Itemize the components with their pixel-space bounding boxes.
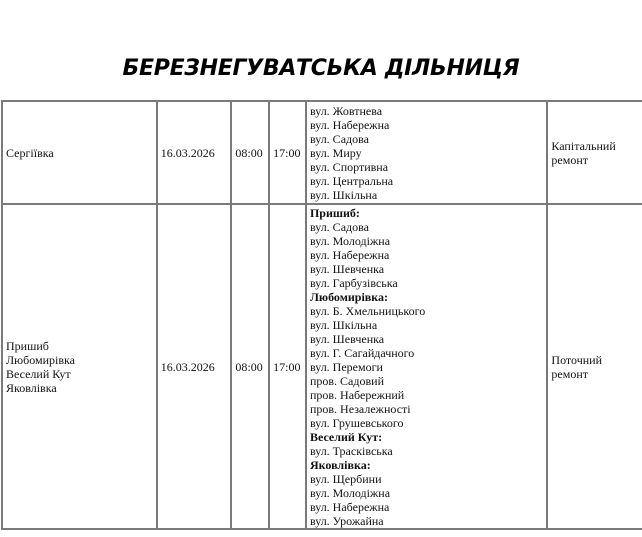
settlement-heading: Пришиб: [309, 205, 360, 220]
work-type-text: Капітальний [551, 138, 616, 153]
street-item: пров. Садовий [309, 373, 385, 388]
work-type-text: ремонт [551, 366, 589, 381]
street-item: вул. Садова [309, 131, 369, 146]
work-type-cell [547, 204, 642, 529]
street-item: вул. Садова [309, 219, 369, 234]
settlement-name: Сергіївка [6, 145, 54, 160]
street-item: вул. Молодіжна [309, 233, 391, 248]
end-time-cell: 17:00 [269, 204, 306, 529]
street-item: вул. Гарбузівська [309, 275, 398, 290]
settlement-name: Любомирівка [6, 352, 75, 367]
street-item: вул. Шевченка [309, 331, 385, 346]
street-item: вул. Трасківська [309, 443, 393, 458]
street-item: вул. Грушевського [309, 415, 404, 430]
street-item: пров. Набережний [309, 387, 405, 402]
table-row [2, 204, 642, 529]
street-item: вул. Шкільна [309, 317, 378, 332]
street-item: вул. Шкільна [309, 187, 378, 202]
street-item: вул. Щербини [309, 471, 382, 486]
street-item: вул. Шевченка [309, 261, 385, 276]
outage-schedule-table [1, 100, 642, 530]
table-row [2, 101, 642, 204]
page-title: БЕРЕЗНЕГУВАТСЬКА ДІЛЬНИЦЯ [122, 56, 520, 81]
work-type-cell [547, 101, 642, 204]
settlement-heading: Любомирівка: [309, 289, 388, 304]
street-item: вул. Г. Сагайдачного [309, 345, 415, 360]
end-time-cell: 17:00 [269, 101, 306, 204]
street-item: вул. Спортивна [309, 159, 389, 174]
street-item: вул. Миру [309, 145, 362, 160]
street-item: вул. Жовтнева [309, 103, 383, 118]
street-item: вул. Б. Хмельницького [309, 303, 426, 318]
street-item: вул. Молодіжна [309, 485, 391, 500]
streets-cell [306, 101, 547, 204]
start-time-cell: 08:00 [231, 101, 269, 204]
street-item: вул. Урожайна [309, 513, 384, 528]
work-type-text: Поточний [551, 352, 603, 367]
date-cell: 16.03.2026 [157, 204, 232, 529]
settlement-name: Пришиб [6, 338, 49, 353]
street-item: вул. Набережна [309, 499, 390, 514]
street-item: вул. Перемоги [309, 359, 383, 374]
date-cell: 16.03.2026 [157, 101, 232, 204]
settlement-heading: Яковлівка: [309, 457, 371, 472]
street-item: вул. Центральна [309, 173, 394, 188]
streets-cell [306, 204, 547, 529]
settlement-name: Веселий Кут [6, 366, 71, 381]
settlements-cell [2, 204, 157, 529]
street-item: пров. Незалежності [309, 401, 411, 416]
settlement-name: Яковлівка [6, 380, 57, 395]
settlements-cell [2, 101, 157, 204]
start-time-cell: 08:00 [231, 204, 269, 529]
street-item: вул. Набережна [309, 247, 390, 262]
work-type-text: ремонт [551, 152, 589, 167]
street-item: вул. Набережна [309, 117, 390, 132]
settlement-heading: Веселий Кут: [309, 429, 383, 444]
